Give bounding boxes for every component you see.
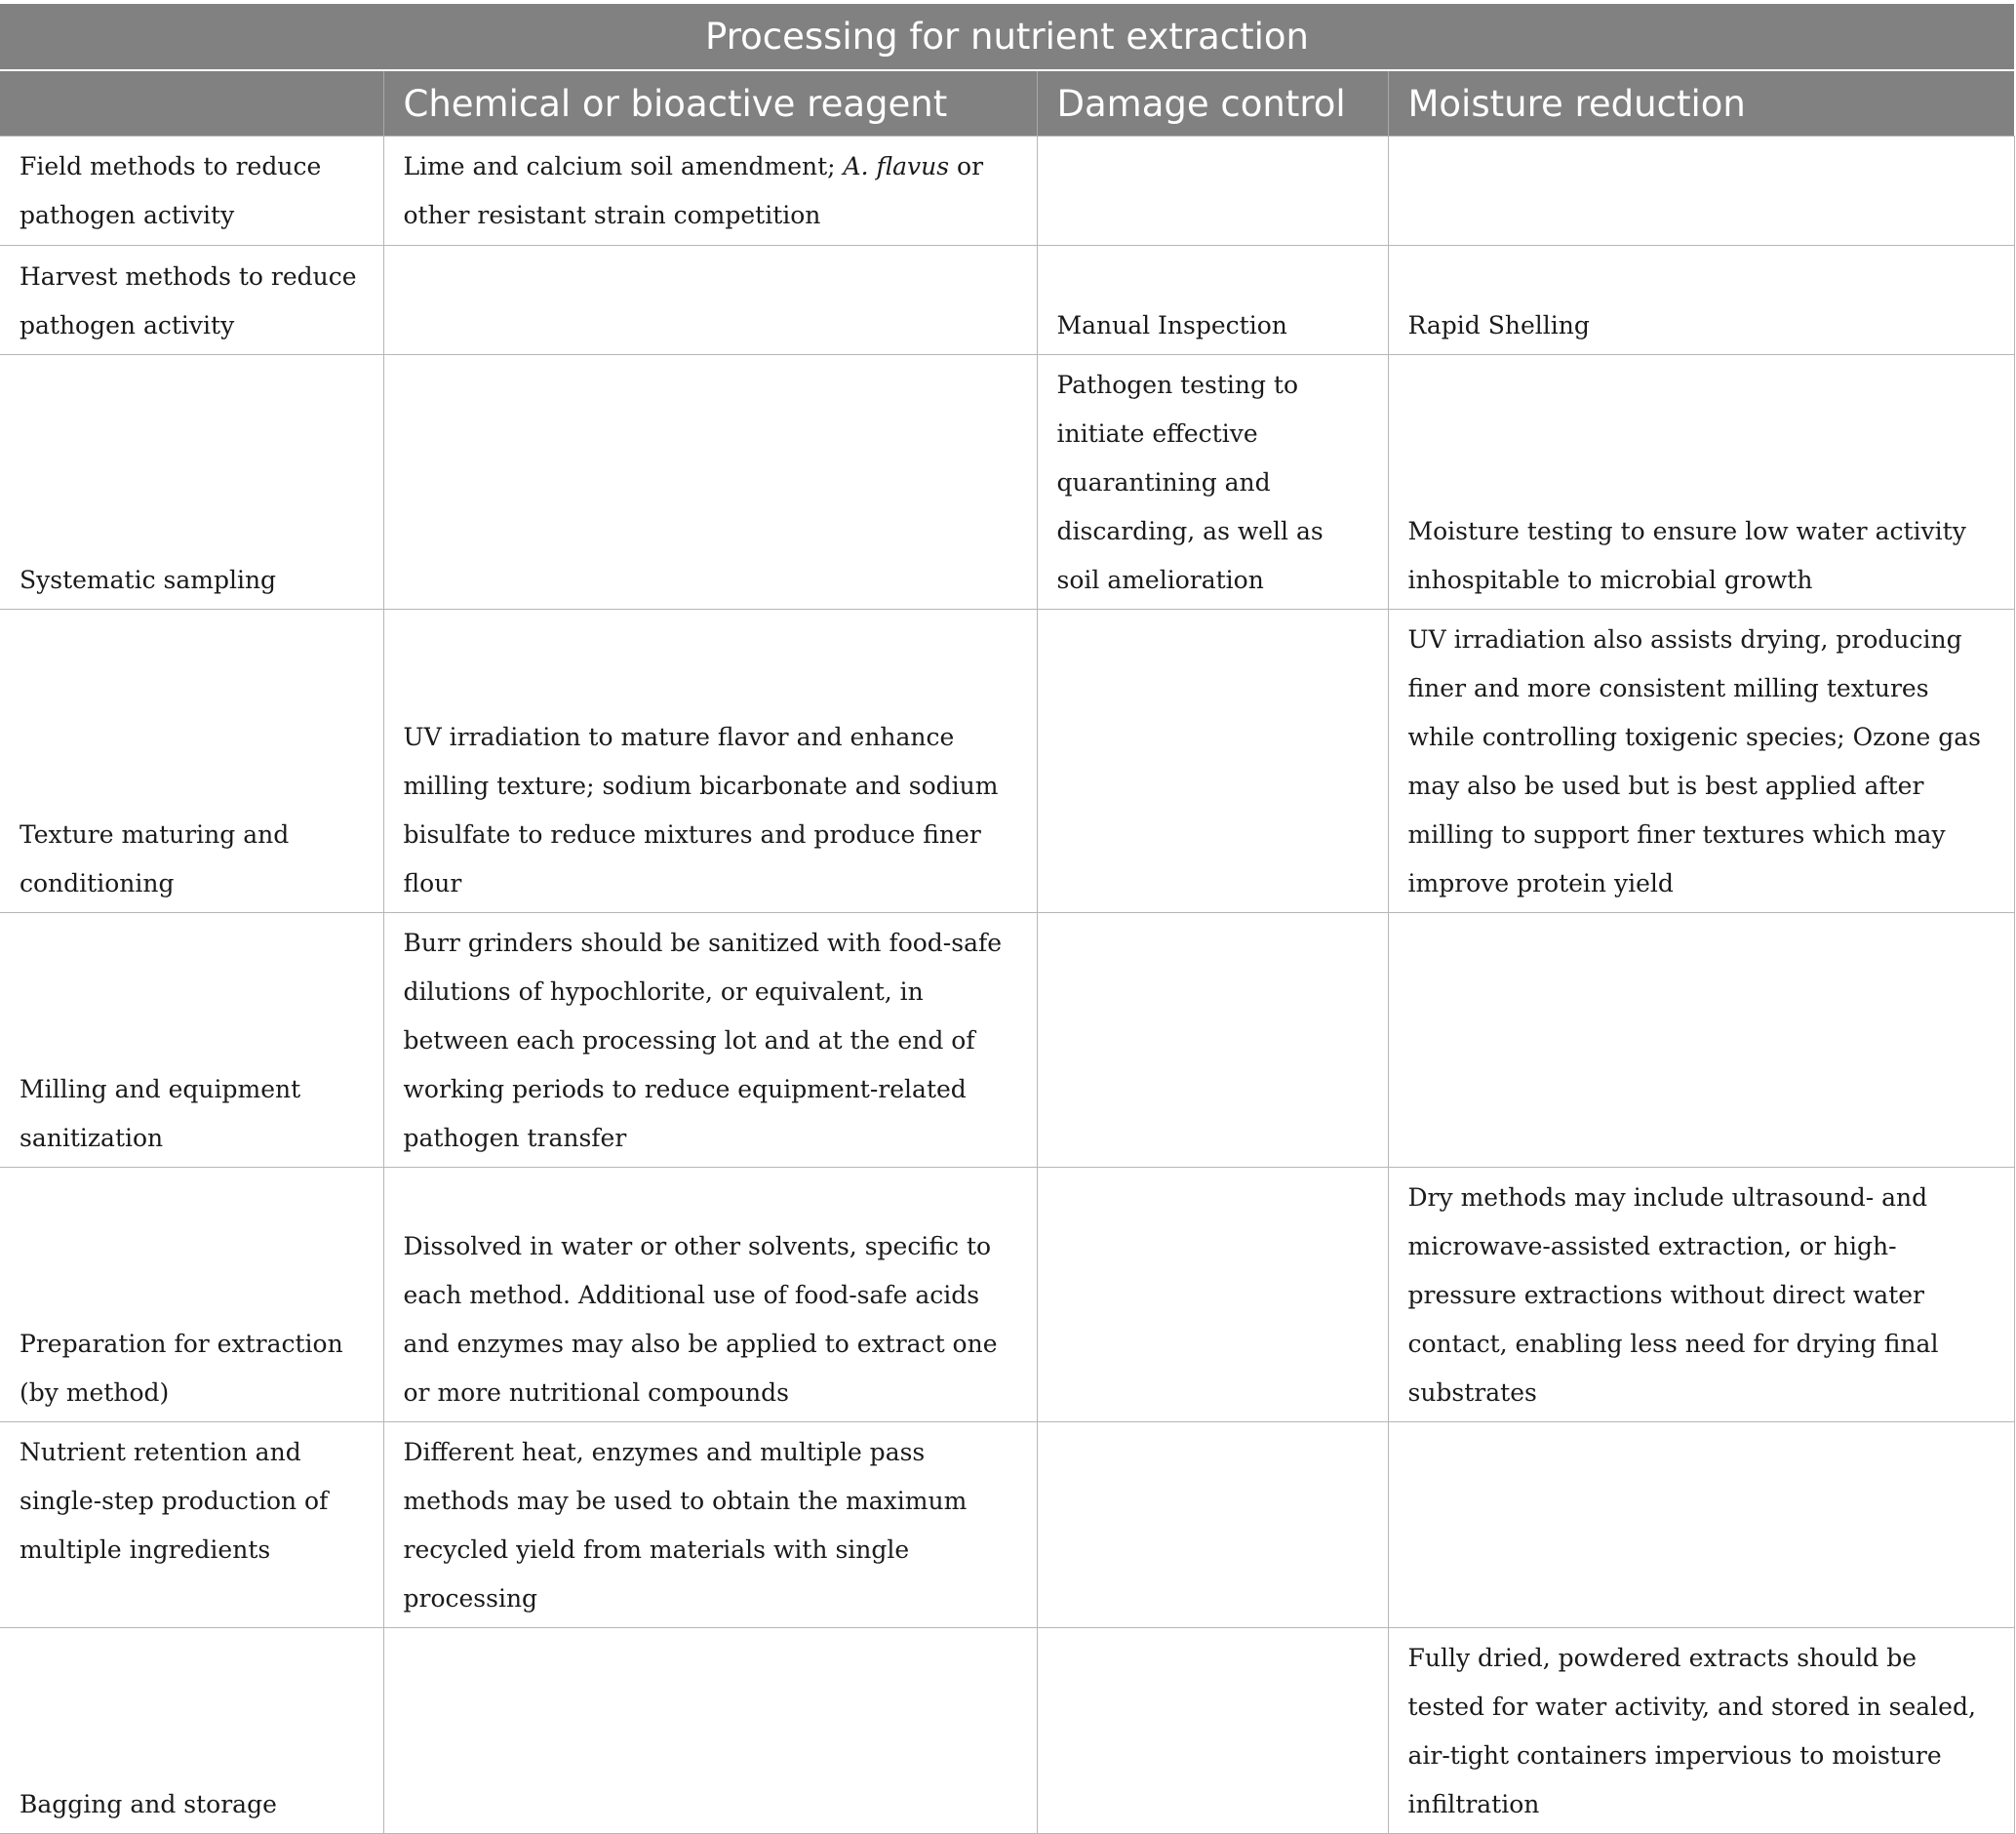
cell-damage (1037, 913, 1388, 1168)
processing-table-container (0, 4, 2014, 1834)
cell-chemical (383, 1628, 1037, 1834)
cell-moisture (1388, 913, 2014, 1168)
table-title-row (0, 4, 2014, 70)
row-label: Field methods to reduce pathogen activity (0, 137, 383, 246)
cell-chemical: Burr grinders should be sanitized with food-safe dilutions of hypochlorite, or equivalent, in between each processing lot and at the end of working periods to reduce equipment-related pathogen transfer (383, 913, 1037, 1168)
cell-moisture (1388, 1422, 2014, 1628)
row-label: Bagging and storage (0, 1628, 383, 1834)
processing-table (0, 4, 2015, 1834)
cell-chemical-text-end: or other resistant strain competition (403, 152, 984, 229)
cell-moisture (1388, 137, 2014, 246)
cell-moisture: Rapid Shelling (1388, 246, 2014, 355)
cell-moisture: Fully dried, powdered extracts should be tested for water activity, and stored in sealed, air-tight containers impervious to moisture infiltration (1388, 1628, 2014, 1834)
cell-damage: Manual Inspection (1037, 246, 1388, 355)
cell-damage (1037, 1628, 1388, 1834)
cell-damage (1037, 1422, 1388, 1628)
table-row (0, 610, 2014, 913)
row-label: Texture maturing and conditioning (0, 610, 383, 913)
row-label: Preparation for extraction (by method) (0, 1168, 383, 1422)
row-label: Milling and equipment sanitization (0, 913, 383, 1168)
table-row (0, 246, 2014, 355)
row-label: Nutrient retention and single-step production of multiple ingredients (0, 1422, 383, 1628)
cell-chemical (383, 246, 1037, 355)
cell-moisture: Moisture testing to ensure low water activity inhospitable to microbial growth (1388, 355, 2014, 610)
cell-chemical: Different heat, enzymes and multiple pass methods may be used to obtain the maximum recycled yield from materials with single processing (383, 1422, 1037, 1628)
cell-chemical (383, 137, 1037, 246)
cell-damage (1037, 137, 1388, 246)
cell-chemical-text: Lime and calcium soil amendment; (403, 152, 844, 180)
row-label: Harvest methods to reduce pathogen activity (0, 246, 383, 355)
table-row (0, 1628, 2014, 1834)
column-header-chemical: Chemical or bioactive reagent (383, 70, 1037, 137)
table-row (0, 1168, 2014, 1422)
cell-moisture: UV irradiation also assists drying, producing finer and more consistent milling textures while controlling toxigenic species; Ozone gas may also be used but is best applied after milling to support finer textures which may improve protein yield (1388, 610, 2014, 913)
cell-chemical (383, 355, 1037, 610)
row-label: Systematic sampling (0, 355, 383, 610)
table-row (0, 913, 2014, 1168)
table-row (0, 355, 2014, 610)
cell-damage (1037, 610, 1388, 913)
cell-chemical: Dissolved in water or other solvents, specific to each method. Additional use of food-safe acids and enzymes may also be applied to extract one or more nutritional compounds (383, 1168, 1037, 1422)
cell-chemical-italic: A. flavus (843, 152, 950, 180)
column-header-moisture: Moisture reduction (1388, 70, 2014, 137)
column-header-row (0, 70, 2014, 137)
table-title: Processing for nutrient extraction (0, 4, 2014, 70)
table-row (0, 1422, 2014, 1628)
cell-moisture: Dry methods may include ultrasound- and microwave-assisted extraction, or high-pressure extractions without direct water contact, enabling less need for drying final substrates (1388, 1168, 2014, 1422)
column-header-stage (0, 70, 383, 137)
column-header-damage: Damage control (1037, 70, 1388, 137)
cell-damage: Pathogen testing to initiate effective quarantining and discarding, as well as soil amelioration (1037, 355, 1388, 610)
cell-damage (1037, 1168, 1388, 1422)
cell-chemical: UV irradiation to mature flavor and enhance milling texture; sodium bicarbonate and sodium bisulfate to reduce mixtures and produce finer flour (383, 610, 1037, 913)
table-row (0, 137, 2014, 246)
